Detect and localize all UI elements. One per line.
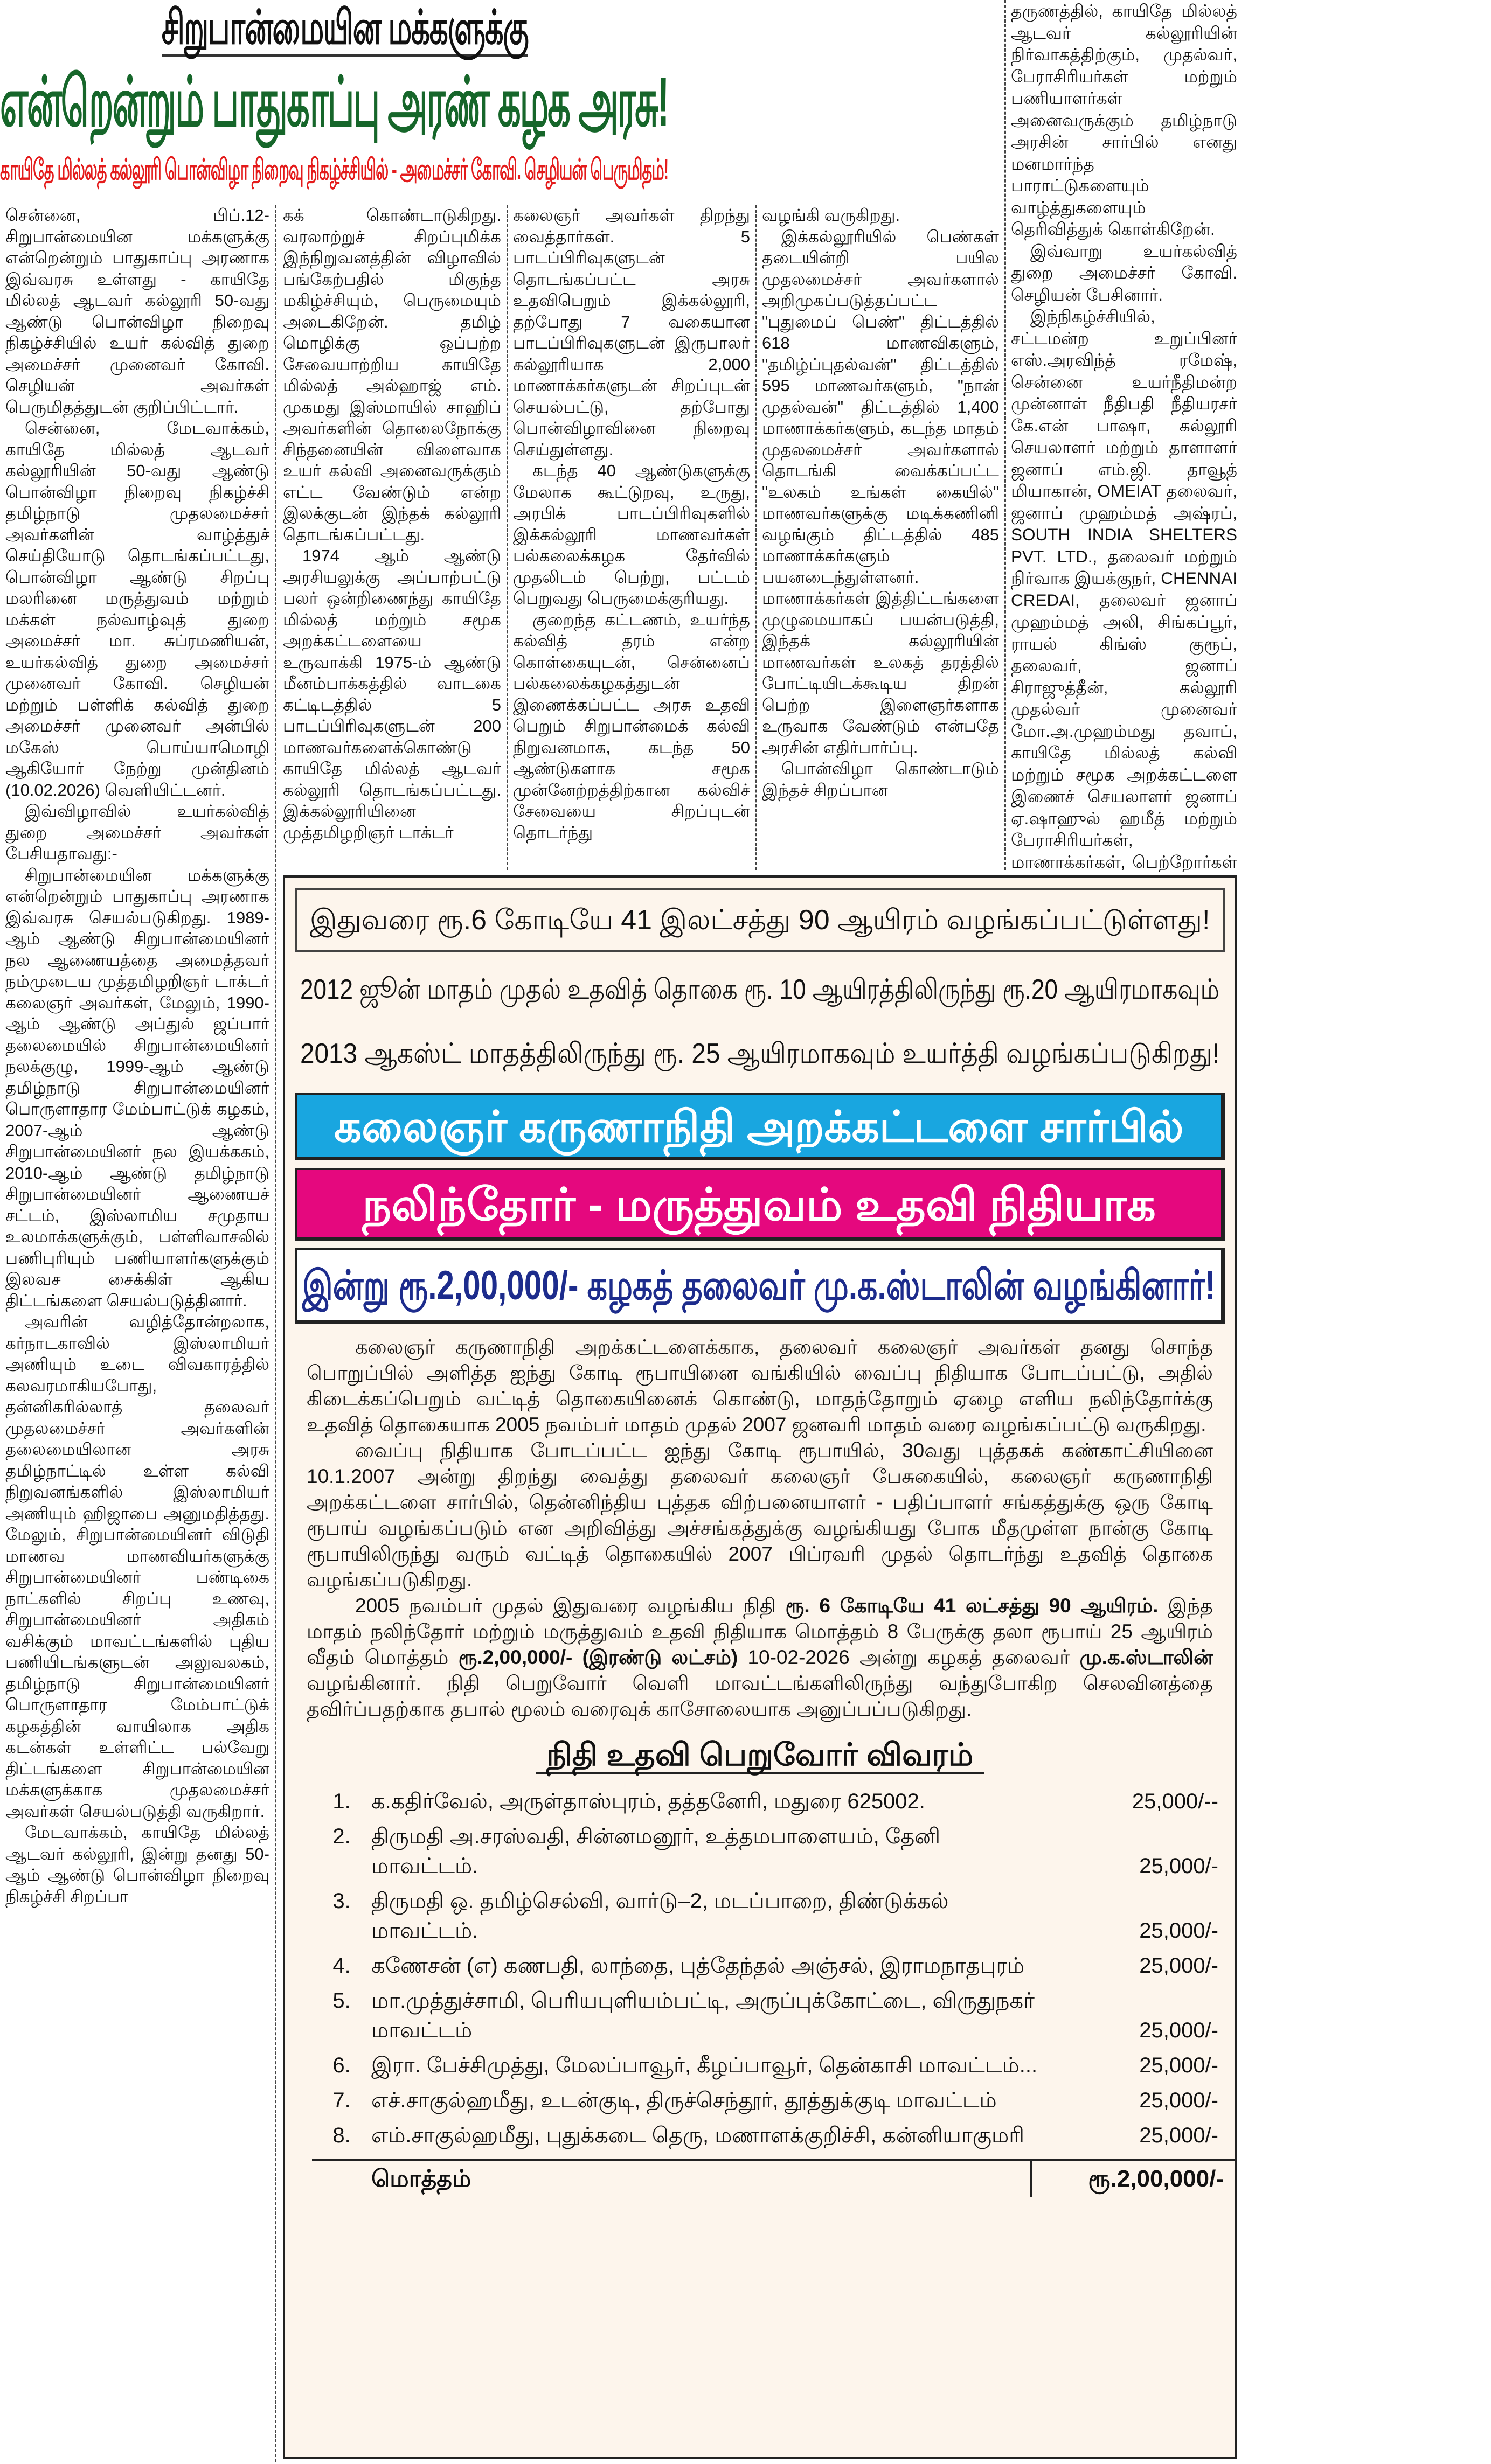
article-column-4: [762, 205, 999, 870]
total-amount: ரூ.2,00,000/-: [1030, 2161, 1235, 2197]
banner-stalin-grant: [295, 1248, 1225, 1324]
article-column-2: [283, 205, 501, 870]
recipients-title: [295, 1736, 1225, 1774]
recipient-number: 1.: [332, 1790, 351, 1813]
recipient-amount: 25,000/-: [1139, 2018, 1218, 2042]
recipient-row: [312, 1884, 1218, 1949]
banner-medical-aid: [295, 1168, 1225, 1241]
total-disbursed-line: [295, 888, 1225, 952]
recipient-number: 6.: [332, 2054, 351, 2077]
article-paragraph: இவ்விழாவில் உயர்கல்வித் துறை அமைச்சர் அவர்கள் பேசியதாவது:-: [5, 802, 269, 863]
subheadline: [0, 154, 668, 186]
recipients-list: [295, 1785, 1225, 2154]
total-label: மொத்தம்: [371, 2166, 471, 2192]
article-paragraph: கடந்த 40 ஆண்டுகளுக்கு மேலாக கூட்டுறவு, உருது, அரபிக் பாடப்பிரிவுகளில் இக்கல்லூரி மாணவர்கள் பல்கலைக்கழக தேர்வில் முதலிடம் பெற்று, பட்டம் பெறுவது பெருமைக்குரியது.: [513, 461, 750, 608]
bold-text: ரூ.2,00,000/- (இரண்டு லட்சம்): [458, 1646, 738, 1668]
trust-fund-box: [283, 875, 1237, 2459]
column-divider: [1004, 0, 1006, 870]
headline-text: என்றென்றும் பாதுகாப்பு அரண் கழக அரசு!: [0, 64, 668, 141]
article-paragraph: கலைஞர் அவர்கள் திறந்து வைத்தார்கள். 5 பாடப்பிரிவுகளுடன் தொடங்கப்பட்ட அரசு உதவிபெறும் இக்கல்லூரி, தற்போது 7 வகையான பாடப்பிரிவுகளுடன் இருபாலர் கல்லூரியாக 2,000 மாணாக்கர்களுடன் சிறப்புடன் செயல்பட்டு, தற்போது பொன்விழாவினை நிறைவு செய்துள்ளது.: [513, 206, 750, 459]
article-paragraph: சிறுபான்மையின மக்களுக்கு என்றென்றும் பாதுகாப்பு அரணாக இவ்வரசு செயல்படுகிறது. 1989-ஆம் ஆண்டு சிறுபான்மையினர் நல ஆணையத்தை அமைத்தவர் நம்முடைய முத்தமிழறிஞர் டாக்டர் கலைஞர் அவர்கள், மேலும், 1990-ஆம் ஆண்டு அப்துல் ஜப்பார் தலைமையில் சிறுபான்மையினர் நலக்குழு, 1999-ஆம் ஆண்டு தமிழ்நாடு சிறுபான்மையினர் பொருளாதார மேம்பாட்டுக் கழகம், 2007-ஆம் ஆண்டு சிறுபான்மையினர் நல இயக்ககம், 2010-ஆம் ஆண்டு தமிழ்நாடு சிறுபான்மையினர் ஆணையச் சட்டம், இஸ்லாமிய சமுதாய உலமாக்களுக்கும், பள்ளிவாசலில் பணிபுரியும் பணியாளர்களுக்கும் இலவச சைக்கிள் ஆகிய திட்டங்களை செயல்படுத்தினார்.: [5, 865, 269, 1310]
article-paragraph: அவரின் வழித்தோன்றலாக, கர்நாடகாவில் இஸ்லாமியர் அணியும் உடை விவகாரத்தில் கலவரமாகியபோது, தன்னிகரில்லாத் தலைவர் முதலமைச்சர் அவர்களின் தலைமையிலான அரசு தமிழ்நாட்டில் உள்ள கல்வி நிறுவனங்களில் இஸ்லாமியர் அணியும் ஹிஜாபை அனுமதித்தது. மேலும், சிறுபான்மையினர் விடுதி மாணவ மாணவியர்களுக்கு சிறுபான்மையினர் பண்டிகை நாட்களில் சிறப்பு உணவு, சிறுபான்மையினர் அதிகம் வசிக்கும் மாவட்டங்களில் புதிய பணியிடங்களுடன் அலுவலகம், தமிழ்நாடு சிறுபான்மையினர் பொருளாதார மேம்பாட்டுக் கழகத்தின் வாயிலாக அதிக கடன்கள் உள்ளிட்ட பல்வேறு திட்டங்களை சிறுபான்மையின மக்களுக்காக முதலமைச்சர் அவர்கள் செயல்படுத்தி வருகிறார்.: [5, 1312, 269, 1821]
recipient-name-address: இரா. பேச்சிமுத்து, மேலப்பாவூர், கீழப்பாவூர், தென்காசி மாவட்டம்...: [371, 2054, 1038, 2077]
headline: [0, 59, 668, 145]
recipient-amount: 25,000/-: [1139, 2054, 1218, 2077]
total-row: [312, 2159, 1235, 2197]
article-column-5: [1011, 0, 1237, 870]
recipient-name-address: எச்.சாகுல்ஹமீது, உடன்குடி, திருச்செந்தூர், தூத்துக்குடி மாவட்டம்: [371, 2089, 997, 2112]
article-paragraph: வழங்கி வருகிறது.: [762, 206, 900, 225]
subheadline-text: காயிதே மில்லத் கல்லூரி பொன்விழா நிறைவு நிகழ்ச்சியில் - அமைச்சர் கோவி. செழியன் பெருமிதம்!: [0, 154, 669, 186]
increase-2012-line: [295, 959, 1225, 1021]
increase-2013-text: 2013 ஆகஸ்ட் மாதத்திலிருந்து ரூ. 25 ஆயிரமாகவும் உயர்த்தி வழங்கப்படுகிறது!: [300, 1038, 1220, 1069]
recipient-number: 3.: [332, 1889, 351, 1913]
recipient-amount: 25,000/-: [1139, 1954, 1218, 1978]
recipient-name-address: மா.முத்துச்சாமி, பெரியபுளியம்பட்டி, அருப்புக்கோட்டை, விருதுநகர் மாவட்டம்: [371, 1989, 1035, 2042]
article-paragraph: சென்னை, மேடவாக்கம், காயிதே மில்லத் ஆடவர் கல்லூரியின் 50-வது ஆண்டு பொன்விழா நிறைவு நிகழ்ச்சி தமிழ்நாடு முதலமைச்சர் அவர்களின் வாழ்த்துச் செய்தியோடு தொடங்கப்பட்டது, பொன்விழா ஆண்டு சிறப்பு மலரினை மருத்துவம் மற்றும் மக்கள் நல்வாழ்வுத் துறை அமைச்சர் மா. சுப்ரமணியன், உயர்கல்வித் துறை அமைச்சர் முனைவர் கோவி. செழியன் மற்றும் பள்ளிக் கல்வித் துறை அமைச்சர் முனைவர் அன்பில் மகேஸ் பொய்யாமொழி ஆகியோர் நேற்று முன்தினம் (10.02.2026) வெளியிட்டனர்.: [5, 419, 269, 799]
recipient-amount: 25,000/-: [1139, 2089, 1218, 2112]
recipient-number: 2.: [332, 1825, 351, 1848]
article-paragraph: தருணத்தில், காயிதே மில்லத் ஆடவர் கல்லூரியின் நிர்வாகத்திற்கும், முதல்வர், பேராசிரியர்கள் மற்றும் பணியாளர்கள் அனைவருக்கும் தமிழ்நாடு அரசின் சார்பில் எனது மனமார்ந்த பாராட்டுகளையும் வாழ்த்துகளையும் தெரிவித்துக் கொள்கிறேன்.: [1011, 1, 1237, 239]
banner-stalin-grant-text: இன்று ரூ.2,00,000/- கழகத் தலைவர் மு.க.ஸ்டாலின் வழங்கினார்!: [302, 1263, 1216, 1308]
recipient-row: [312, 2119, 1218, 2154]
recipient-row: [312, 2084, 1218, 2119]
article-paragraph: இந்நிகழ்ச்சியில், சட்டமன்ற உறுப்பினர் எஸ்.அரவிந்த் ரமேஷ், சென்னை உயர்நீதிமன்ற முன்னாள் நீதிபதி நீதியரசர் கே.என் பாஷா, கல்லூரி செயலாளர் மற்றும் தாளாளர் ஜனாப் எம்.ஜி. தாவூத் மியாகான், OMEIAT தலைவர், ஜனாப் முஹம்மத் அஷ்ரப், SOUTH INDIA SHELTERS PVT. LTD., தலைவர் மற்றும் நிர்வாக இயக்குநர், CHENNAI CREDAI, தலைவர் ஜனாப் முஹம்மத் அலி, சிங்கப்பூர், ராயல் கிங்ஸ் குரூப், தலைவர், ஜனாப் சிராஜுத்தீன், கல்லூரி முதல்வர் முனைவர் மோ.அ.முஹம்மது தவாப், காயிதே மில்லத் கல்வி மற்றும் சமூக அறக்கட்டளை இணைச் செயலாளர் ஜனாப் ஏ.ஷாஹுல் ஹமீத் மற்றும் பேராசிரியர்கள், மாணாக்கர்கள், பெற்றோர்கள்: [1011, 307, 1237, 872]
column-divider: [755, 205, 757, 870]
text: இந்த மாதம் நலிந்தோர் மற்றும் மருத்துவம் உதவி நிதியாக மொத்தம் 8 பேருக்கு தலா ரூபாய் 25 ஆயிரம் வீதம் மொத்தம்: [307, 1595, 1213, 1668]
text: 10-02-2026 அன்று கழகத் தலைவர்: [738, 1646, 1080, 1668]
banner-trust-text: கலைஞர் கருணாநிதி அறக்கட்டளை சார்பில்: [334, 1103, 1184, 1151]
recipient-name-address: க.கதிர்வேல், அருள்தாஸ்புரம், தத்தனேரி, மதுரை 625002.: [371, 1790, 925, 1813]
recipient-number: 4.: [332, 1954, 351, 1978]
article-column-1: [5, 205, 269, 2462]
recipient-row: [312, 2049, 1218, 2084]
article-paragraph: இக்கல்லூரியில் பெண்கள் தடையின்றி பயில முதலமைச்சர் அவர்களால் அறிமுகப்படுத்தப்பட்ட "புதுமைப் பெண்" திட்டத்தில் 618 மாணவிகளும், "தமிழ்ப்புதல்வன்" திட்டத்தில் 595 மாணவர்களும், "நான் முதல்வன்" திட்டத்தில் 1,400 மாணாக்கர்களும், கடந்த மாதம் முதலமைச்சர் அவர்களால் தொடங்கி வைக்கப்பட்ட "உலகம் உங்கள் கையில்" மாணவர்களுக்கு மடிக்கணினி வழங்கும் திட்டத்தில் 485 மாணாக்கர்களும் பயனடைந்துள்ளனர். மாணாக்கர்கள் இத்திட்டங்களை முழுமையாகப் பயன்படுத்தி, இந்தக் கல்லூரியின் மாணவர்கள் உலகத் தரத்தில் போட்டியிடக்கூடிய திறன் பெற்ற இளைஞர்களாக உருவாக வேண்டும் என்பதே அரசின் எதிர்பார்ப்பு.: [762, 227, 999, 757]
recipient-amount: 25,000/-: [1139, 1919, 1218, 1943]
recipient-number: 8.: [332, 2124, 351, 2147]
box-paragraph: வைப்பு நிதியாக போடப்பட்ட ஐந்து கோடி ரூபாயில், 30வது புத்தகக் கண்காட்சியினை 10.1.2007 அன்று திறந்து வைத்து தலைவர் கலைஞர் பேசுகையில், கலைஞர் கருணாநிதி அறக்கட்டளை சார்பில், தென்னிந்திய புத்தக விற்பனையாளர் - பதிப்பாளர் சங்கத்துக்கு ஒரு கோடி ரூபாய் வழங்கப்படும் என அறிவித்து அச்சங்கத்துக்கு வழங்கியது போக மீதமுள்ள நான்கு கோடி ரூபாயிலிருந்து வரும் வட்டித் தொகையில் 2007 பிப்ரவரி முதல் தொடர்ந்து உதவித் தொகை வழங்கப்படுகிறது.: [307, 1439, 1213, 1591]
box-paragraph: [307, 1593, 1213, 1722]
banner-trust: [295, 1093, 1225, 1160]
bold-text: ரூ. 6 கோடியே 41 லட்சத்து 90 ஆயிரம்.: [785, 1595, 1159, 1617]
article-paragraph: பொன்விழா கொண்டாடும் இந்தச் சிறப்பான: [762, 759, 999, 799]
article-column-3: [513, 205, 750, 870]
recipient-amount: 25,000/-: [1139, 1854, 1218, 1878]
column-divider: [275, 205, 276, 2462]
box-body-text: [295, 1331, 1225, 1722]
recipient-name-address: திருமதி ஒ. தமிழ்செல்வி, வார்டு–2, மடப்பாறை, திண்டுக்கல் மாவட்டம்.: [371, 1889, 949, 1943]
recipient-row: [312, 1785, 1218, 1820]
box-paragraph: கலைஞர் கருணாநிதி அறக்கட்டளைக்காக, தலைவர் கலைஞர் அவர்கள் தனது சொந்த பொறுப்பில் அளித்த ஐந்து கோடி ரூபாயினை வங்கியில் வைப்பு நிதியாக போடப்பட்டு, அதில் கிடைக்கப்பெறும் வட்டித் தொகையினைக் கொண்டு, மாதந்தோறும் ஏழை எளிய நலிந்தோர்க்கு உதவித் தொகையாக 2005 நவம்பர் மாதம் முதல் 2007 ஜனவரி மாதம் வரை வழங்கப்பட்டு வருகிறது.: [307, 1336, 1213, 1436]
article-paragraph: சென்னை, பிப்.12- சிறுபான்மையின மக்களுக்கு என்றென்றும் பாதுகாப்பு அரணாக இவ்வரசு உள்ளது - காயிதே மில்லத் ஆடவர் கல்லூரி 50-வது ஆண்டு பொன்விழா நிறைவு நிகழ்ச்சியில் உயர் கல்வித் துறை அமைச்சர் முனைவர் கோவி. செழியன் அவர்கள் பெருமிதத்துடன் குறிப்பிட்டார்.: [5, 206, 269, 416]
total-disbursed-text: இதுவரை ரூ.6 கோடியே 41 இலட்சத்து 90 ஆயிரம் வழங்கப்பட்டுள்ளது!: [310, 904, 1210, 936]
increase-2013-line: [295, 1024, 1225, 1085]
article-paragraph: 1974 ஆம் ஆண்டு அரசியலுக்கு அப்பாற்பட்டு பலர் ஒன்றிணைந்து காயிதே மில்லத் மற்றும் சமூக அறக்கட்டளையை உருவாக்கி 1975-ம் ஆண்டு மீனம்பாக்கத்தில் வாடகை கட்டிடத்தில் 5 பாடப்பிரிவுகளுடன் 200 மாணவர்களைக்கொண்டு காயிதே மில்லத் ஆடவர் கல்லூரி தொடங்கப்பட்டது. இக்கல்லூரியினை முத்தமிழறிஞர் டாக்டர்: [283, 546, 501, 842]
banner-medical-aid-text: நலிந்தோர் - மருத்துவம் உதவி நிதியாக: [362, 1179, 1156, 1230]
article-paragraph: குறைந்த கட்டணம், உயர்ந்த கல்வித் தரம் என்ற கொள்கையுடன், சென்னைப் பல்கலைக்கழகத்துடன் இணைக்கப்பட்ட அரசு உதவி பெறும் சிறுபான்மைக் கல்வி நிறுவனமாக, கடந்த 50 ஆண்டுகளாக சமூக முன்னேற்றத்திற்கான கல்விச் சேவையை சிறப்புடன் தொடர்ந்து: [513, 610, 750, 842]
recipient-row: [312, 1984, 1218, 2049]
recipients-title-text: நிதி உதவி பெறுவோர் விவரம்: [536, 1737, 984, 1774]
kicker-text: சிறுபான்மையின மக்களுக்கு: [162, 1, 529, 54]
recipient-number: 5.: [332, 1989, 351, 2013]
article-paragraph: இவ்வாறு உயர்கல்வித் துறை அமைச்சர் கோவி. செழியன் பேசினார்.: [1011, 241, 1237, 304]
bold-text: மு.க.ஸ்டாலின்: [1079, 1646, 1213, 1668]
recipient-name-address: திருமதி அ.சரஸ்வதி, சின்னமனூர், உத்தமபாளையம், தேனி மாவட்டம்.: [371, 1825, 941, 1878]
recipient-name-address: எம்.சாகுல்ஹமீது, புதுக்கடை தெரு, மணாளக்குறிச்சி, கன்னியாகுமரி: [371, 2124, 1025, 2147]
kicker-heading: [162, 0, 528, 57]
article-paragraph: கக் கொண்டாடுகிறது. வரலாற்றுச் சிறப்புமிக்க இந்நிறுவனத்தின் விழாவில் பங்கேற்பதில் மிகுந்த மகிழ்ச்சியும், பெருமையும் அடைகிறேன். தமிழ் மொழிக்கு ஒப்பற்ற சேவையாற்றிய காயிதே மில்லத் அல்ஹாஜ் எம். முகமது இஸ்மாயில் சாஹிப் அவர்களின் தொலைநோக்கு சிந்தனையின் விளைவாக உயர் கல்வி அனைவருக்கும் எட்ட வேண்டும் என்ற இலக்குடன் இந்தக் கல்லூரி தொடங்கப்பட்டது.: [283, 206, 501, 544]
recipient-name-address: கணேசன் (எ) கணபதி, லாந்தை, புத்தேந்தல் அஞ்சல், இராமநாதபுரம்: [371, 1954, 1025, 1978]
column-divider: [507, 205, 508, 870]
recipient-row: [312, 1949, 1218, 1984]
text: வழங்கினார். நிதி பெறுவோர் வெளி மாவட்டங்களிலிருந்து வந்துபோகிற செலவினத்தை தவிர்ப்பதற்காக தபால் மூலம் வரைவுக் காசோலையாக அனுப்பப்படுகிறது.: [307, 1672, 1213, 1720]
recipient-amount: 25,000/-: [1139, 2124, 1218, 2147]
increase-2012-text: 2012 ஜூன் மாதம் முதல் உதவித் தொகை ரூ. 10 ஆயிரத்திலிருந்து ரூ.20 ஆயிரமாகவும்: [300, 974, 1219, 1005]
article-paragraph: மேடவாக்கம், காயிதே மில்லத் ஆடவர் கல்லூரி, இன்று தனது 50-ஆம் ஆண்டு பொன்விழா நிறைவு நிகழ்ச்சி சிறப்பா: [5, 1823, 269, 1906]
recipient-number: 7.: [332, 2089, 351, 2112]
recipient-amount: 25,000/--: [1132, 1790, 1218, 1813]
text: 2005 நவம்பர் முதல் இதுவரை வழங்கிய நிதி: [355, 1595, 786, 1617]
recipient-row: [312, 1820, 1218, 1884]
